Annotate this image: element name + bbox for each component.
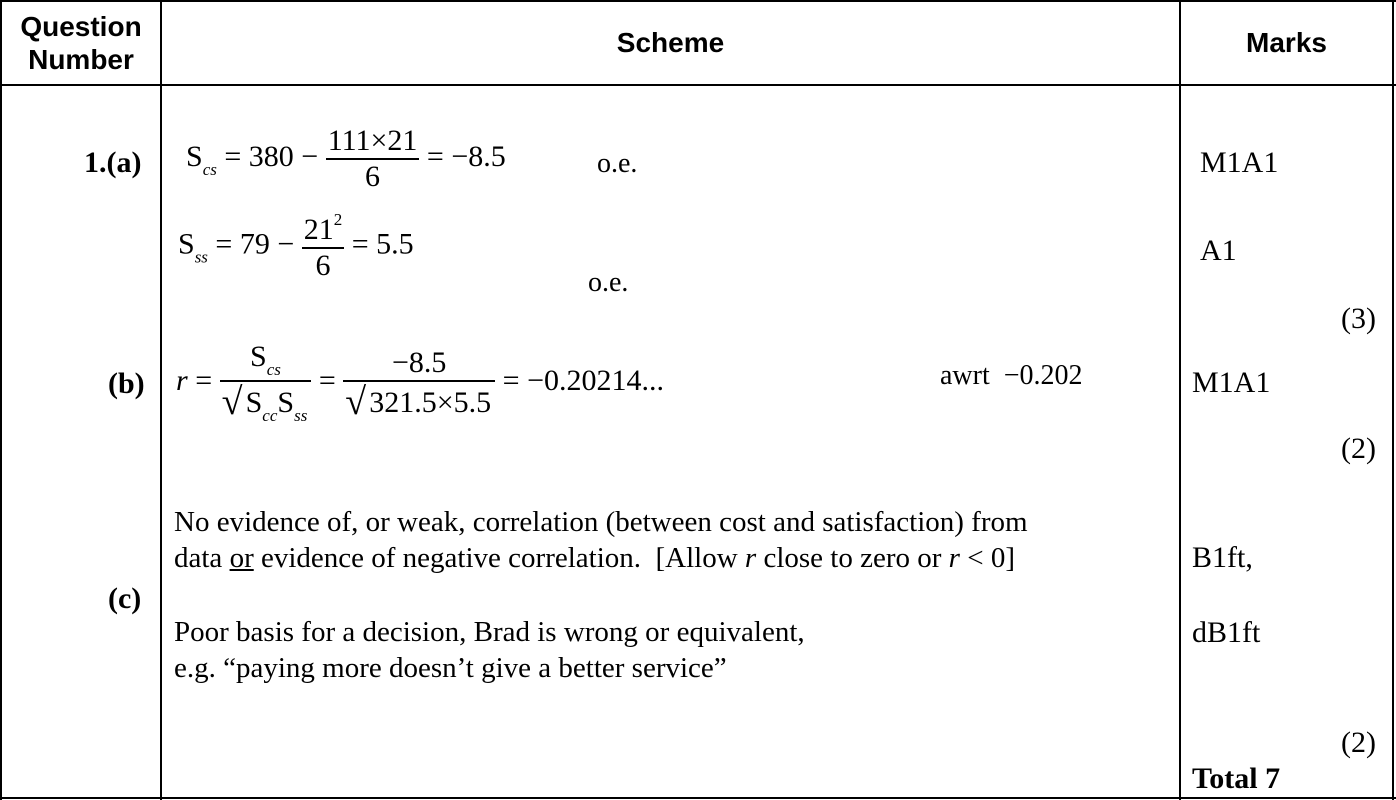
radicand — [244, 386, 310, 426]
equals: = — [187, 363, 220, 397]
part-b-equation — [176, 340, 664, 426]
part-c-line1: No evidence of, or weak, correlation (between cost and satisfaction) from — [174, 506, 1028, 538]
mark-a-1: M1A1 — [1200, 146, 1279, 179]
table-bottom-border — [0, 797, 1396, 799]
mark-c-2: dB1ft — [1192, 616, 1261, 649]
header-scheme: Scheme — [616, 27, 725, 58]
question-label-b: (b) — [108, 367, 145, 400]
mark-b: M1A1 — [1192, 366, 1271, 399]
header-marks: Marks — [1246, 27, 1327, 58]
part-c-line3: Poor basis for a decision, Brad is wrong or equivalent, — [174, 616, 805, 648]
r-symbol: r — [744, 542, 757, 574]
s-symbol: S — [250, 340, 267, 373]
denominator — [220, 380, 312, 426]
question-label-1a: 1.(a) — [84, 146, 142, 179]
mark-a-2: A1 — [1200, 234, 1237, 267]
equals: = — [311, 363, 344, 397]
s-symbol: S — [186, 139, 203, 173]
fraction-numeric — [343, 346, 495, 423]
part-c-line2 — [174, 542, 1015, 575]
grand-total: Total 7 — [1192, 762, 1281, 795]
header-divider — [0, 84, 1396, 86]
part-c-line4: e.g. “paying more doesn’t give a better service” — [174, 652, 727, 684]
sqrt-icon: √ — [345, 381, 367, 423]
question-label-c: (c) — [108, 582, 142, 615]
equation-result: = −8.5 — [419, 139, 506, 173]
fraction — [302, 210, 345, 283]
note-oe-2: o.e. — [588, 267, 629, 298]
square-root — [221, 381, 310, 426]
numerator — [220, 340, 312, 380]
denominator: 6 — [302, 247, 345, 283]
equation-result: = 5.5 — [344, 227, 414, 261]
mark-c-1: B1ft, — [1192, 541, 1253, 574]
numerator — [302, 210, 345, 247]
table-right-border — [1392, 0, 1394, 800]
table-left-border — [0, 0, 2, 800]
text: data — [174, 542, 230, 574]
s-symbol: S — [178, 227, 195, 261]
header-question-number: Question Number — [20, 11, 142, 75]
part-a-line1 — [186, 124, 506, 194]
r-symbol: r — [176, 363, 188, 397]
subtotal-b: (2) — [1341, 432, 1376, 465]
equation-result: = −0.20214... — [495, 363, 664, 397]
subscript-cs: cs — [266, 360, 281, 379]
awrt-note: awrt −0.202 — [940, 360, 1083, 391]
fraction-formula — [220, 340, 312, 426]
equation-part: = 380 − — [216, 139, 319, 173]
square-root — [345, 381, 493, 423]
text: < 0] — [959, 542, 1015, 574]
radicand: 321.5×5.5 — [369, 386, 492, 419]
equation-part: = 79 − — [207, 227, 295, 261]
numerator: −8.5 — [391, 346, 447, 379]
subscript-ss: ss — [194, 247, 208, 267]
denominator — [343, 380, 495, 423]
numerator-base: 21 — [303, 213, 334, 246]
column-divider-2 — [1179, 0, 1181, 800]
subtotal-c: (2) — [1341, 726, 1376, 759]
numerator: 111×21 — [327, 124, 418, 157]
fraction — [326, 124, 420, 194]
denominator: 6 — [326, 158, 420, 194]
r-symbol: r — [948, 542, 960, 574]
text: close to zero or — [756, 542, 949, 574]
text: evidence of negative correlation. [Allow — [253, 542, 745, 574]
subtotal-a: (3) — [1341, 302, 1376, 335]
numerator-exponent: 2 — [333, 210, 343, 229]
subscript-cc: cc — [262, 406, 278, 425]
text-underlined-or: or — [229, 542, 254, 574]
s-symbol: S — [277, 386, 295, 419]
s-symbol: S — [245, 386, 263, 419]
column-divider-1 — [160, 0, 162, 800]
note-oe-1: o.e. — [597, 148, 638, 179]
subscript-cs: cs — [202, 159, 217, 179]
part-a-line2 — [178, 210, 414, 283]
sqrt-icon: √ — [221, 381, 243, 423]
subscript-ss: ss — [294, 406, 308, 425]
table-top-border — [0, 0, 1396, 2]
